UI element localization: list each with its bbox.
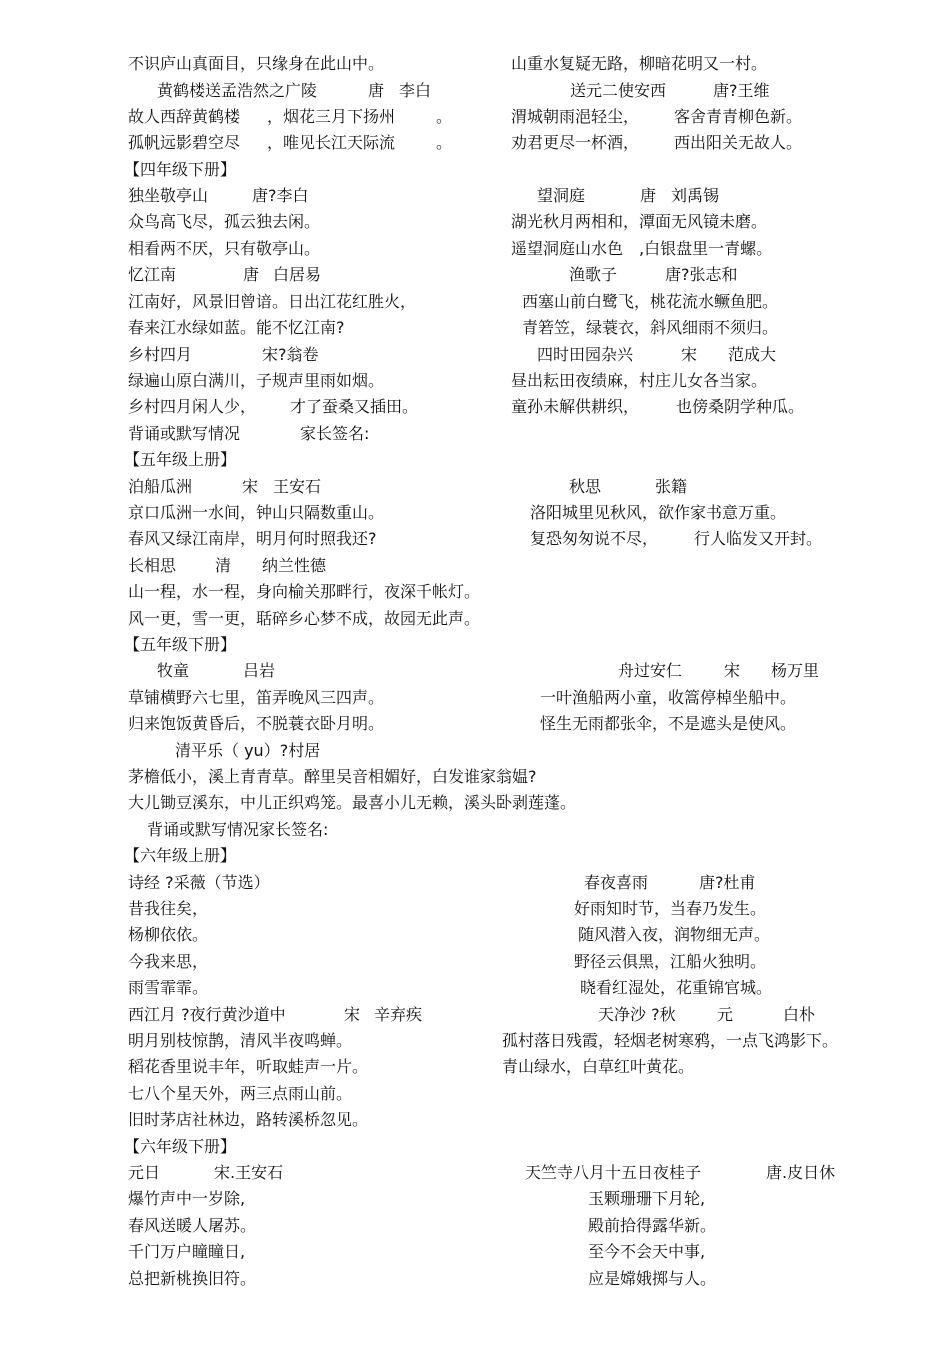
text-line: 王安石 <box>273 477 322 496</box>
text-line: 元日 <box>128 1163 161 1182</box>
text-line: 好雨知时节，当春乃发生。 <box>574 899 767 918</box>
signature-note: 背诵或默写情况家长签名: <box>147 820 329 839</box>
text-line: 茅檐低小，溪上青青草。醉里吴音相媚好，白发谁家翁媪? <box>128 767 537 786</box>
text-line: 春风又绿江南岸，明月何时照我还? <box>128 529 377 548</box>
text-line: 背诵或默写情况 <box>128 424 241 443</box>
section-heading: 【六年级上册】 <box>124 846 237 865</box>
text-line: 归来饱饭黄昏后，不脱蓑衣卧月明。 <box>128 714 385 733</box>
text-line: 客舍青青柳色新。 <box>674 107 803 126</box>
text-line: 李白 <box>399 81 432 100</box>
text-line: 青山绿水，白草红叶黄花。 <box>502 1057 695 1076</box>
text-line: 玉颗珊珊下月轮, <box>588 1189 706 1208</box>
text-line: 天净沙 ?秋 <box>598 1005 676 1024</box>
text-line: 故人西辞黄鹤楼 <box>128 107 241 126</box>
text-line: 不识庐山真面目，只缘身在此山中。 <box>128 54 385 73</box>
text-line: 一叶渔船两小童，收篙停棹坐船中。 <box>540 688 797 707</box>
text-line: 春风送暖人屠苏。 <box>128 1216 257 1235</box>
text-line: 江南好，风景旧曾谙。日出江花红胜火， <box>128 292 417 311</box>
text-line: 春来江水绿如蓝。能不忆江南? <box>128 318 345 337</box>
text-line: 也傍桑阴学种瓜。 <box>676 397 805 416</box>
text-line: 渭城朝雨浥轻尘， <box>511 107 640 126</box>
signature-note: 家长签名: <box>300 424 370 443</box>
text-line: 京口瓜洲一水间，钟山只隔数重山。 <box>128 503 385 522</box>
text-line: 青箬笠，绿蓑衣，斜风细雨不须归。 <box>522 318 779 337</box>
text-line: 杨万里 <box>771 661 820 680</box>
text-line: 宋?翁卷 <box>262 345 319 364</box>
text-line: 相看两不厌，只有敬亭山。 <box>128 239 321 258</box>
text-line: 唐?李白 <box>252 186 309 205</box>
text-line: 随风潜入夜，润物细无声。 <box>578 925 771 944</box>
text-line: 元 <box>717 1005 734 1024</box>
text-line: 洛阳城里见秋风，欲作家书意万重。 <box>530 503 787 522</box>
text-line: ，烟花三月下扬州 <box>267 107 396 126</box>
text-line: 风一更，雪一更，聒碎乡心梦不成，故园无此声。 <box>128 609 481 628</box>
text-line: 孤村落日残霞，轻烟老树寒鸦，一点飞鸿影下。 <box>502 1031 839 1050</box>
section-heading: 【五年级下册】 <box>124 635 237 654</box>
text-line: 昼出耘田夜绩麻，村庄儿女各当家。 <box>511 371 768 390</box>
text-line: 杨柳依依。 <box>128 925 209 944</box>
text-line: 刘禹锡 <box>671 186 720 205</box>
text-line: 唐 <box>243 265 260 284</box>
text-line: 宋 <box>242 477 259 496</box>
text-line: 忆江南 <box>128 265 177 284</box>
text-line: 唐 <box>368 81 385 100</box>
text-line: 宋 <box>724 661 741 680</box>
text-line: 山重水复疑无路，柳暗花明又一村。 <box>511 54 768 73</box>
text-line: 明月别枝惊鹊，清风半夜鸣蝉。 <box>128 1031 353 1050</box>
text-line: 众鸟高飞尽，孤云独去闲。 <box>128 212 321 231</box>
text-line: 大儿锄豆溪东，中儿正织鸡笼。最喜小儿无赖，溪头卧剥莲蓬。 <box>128 793 577 812</box>
text-line: 遥望洞庭山水色 <box>511 239 624 258</box>
text-line: 唐?杜甫 <box>699 873 756 892</box>
text-line: 范成大 <box>728 345 777 364</box>
text-line: 宋 <box>681 345 698 364</box>
text-line: 唐.皮日休 <box>766 1163 836 1182</box>
text-line: 才了蚕桑又插田。 <box>290 397 419 416</box>
text-line: 旧时茅店社林边，路转溪桥忽见。 <box>128 1110 369 1129</box>
text-line: 复恐匆匆说不尽， <box>530 529 659 548</box>
text-line: 独坐敬亭山 <box>128 186 209 205</box>
text-line: 湖光秋月两相和，潭面无风镜未磨。 <box>511 212 768 231</box>
text-line: 辛弃疾 <box>374 1005 423 1024</box>
text-line: 四时田园杂兴 <box>537 345 634 364</box>
text-line: 清平乐（ yu）?村居 <box>175 741 321 760</box>
text-line: 野径云俱黑，江船火独明。 <box>574 952 767 971</box>
text-line: 。 <box>436 107 453 126</box>
text-line: 。 <box>436 133 453 152</box>
text-line: 至今不会天中事, <box>588 1242 706 1261</box>
text-line: 唐 <box>640 186 657 205</box>
text-line: 西塞山前白鹭飞，桃花流水鳜鱼肥。 <box>522 292 779 311</box>
text-line: 舟过安仁 <box>618 661 683 680</box>
text-line: 怪生无雨都张伞，不是遮头是使风。 <box>540 714 797 733</box>
text-line: 千门万户瞳瞳日, <box>128 1242 246 1261</box>
text-line: 绿遍山原白满川，子规声里雨如烟。 <box>128 371 385 390</box>
text-line: 爆竹声中一岁除, <box>128 1189 246 1208</box>
text-line: 稻花香里说丰年，听取蛙声一片。 <box>128 1057 369 1076</box>
text-line: 白朴 <box>783 1005 816 1024</box>
text-line: 孤帆远影碧空尽 <box>128 133 241 152</box>
text-line: 白居易 <box>273 265 322 284</box>
text-line: 昔我往矣， <box>128 899 209 918</box>
text-line: 殿前拾得露华新。 <box>588 1216 717 1235</box>
text-line: 长相思 <box>128 556 177 575</box>
section-heading: 【四年级下册】 <box>124 160 237 179</box>
text-line: 草铺横野六七里，笛弄晚风三四声。 <box>128 688 385 707</box>
text-line: 黄鹤楼送孟浩然之广陵 <box>157 81 318 100</box>
text-line: 清 <box>215 556 232 575</box>
text-line: 乡村四月 <box>128 345 193 364</box>
text-line: 宋.王安石 <box>214 1163 284 1182</box>
text-line: 送元二使安西 <box>570 81 667 100</box>
text-line: 今我来思， <box>128 952 209 971</box>
text-line: 春夜喜雨 <box>584 873 649 892</box>
text-line: 七八个星天外，两三点雨山前。 <box>128 1084 353 1103</box>
text-line: 西江月 ?夜行黄沙道中 <box>128 1005 286 1024</box>
text-line: 晓看红湿处，花重锦官城。 <box>580 978 773 997</box>
text-line: ，唯见长江天际流 <box>267 133 396 152</box>
text-line: 行人临发又开封。 <box>694 529 823 548</box>
text-line: 唐?王维 <box>713 81 770 100</box>
text-line: 劝君更尽一杯酒， <box>511 133 640 152</box>
text-line: 童孙未解供耕织， <box>511 397 640 416</box>
text-line: 张籍 <box>655 477 688 496</box>
text-line: 唐?张志和 <box>665 265 738 284</box>
text-line: 纳兰性德 <box>262 556 327 575</box>
text-line: 泊船瓜洲 <box>128 477 193 496</box>
text-line: 总把新桃换旧符。 <box>128 1269 257 1288</box>
section-heading: 【五年级上册】 <box>124 450 237 469</box>
text-line: 乡村四月闲人少， <box>128 397 257 416</box>
text-line: 雨雪霏霏。 <box>128 978 209 997</box>
text-line: 吕岩 <box>243 661 276 680</box>
text-line: 牧童 <box>157 661 190 680</box>
text-line: 山一程，水一程，身向榆关那畔行，夜深千帐灯。 <box>128 582 481 601</box>
section-heading: 【六年级下册】 <box>124 1137 237 1156</box>
text-line: 宋 <box>344 1005 361 1024</box>
text-line: 西出阳关无故人。 <box>674 133 803 152</box>
text-line: 秋思 <box>569 477 602 496</box>
text-line: 应是嫦娥掷与人。 <box>588 1269 717 1288</box>
text-line: 诗经 ?采薇（节选） <box>128 873 270 892</box>
text-line: ,白银盘里一青螺。 <box>639 239 773 258</box>
text-line: 天竺寺八月十五日夜桂子 <box>525 1163 702 1182</box>
text-line: 渔歌子 <box>569 265 618 284</box>
text-line: 望洞庭 <box>537 186 586 205</box>
